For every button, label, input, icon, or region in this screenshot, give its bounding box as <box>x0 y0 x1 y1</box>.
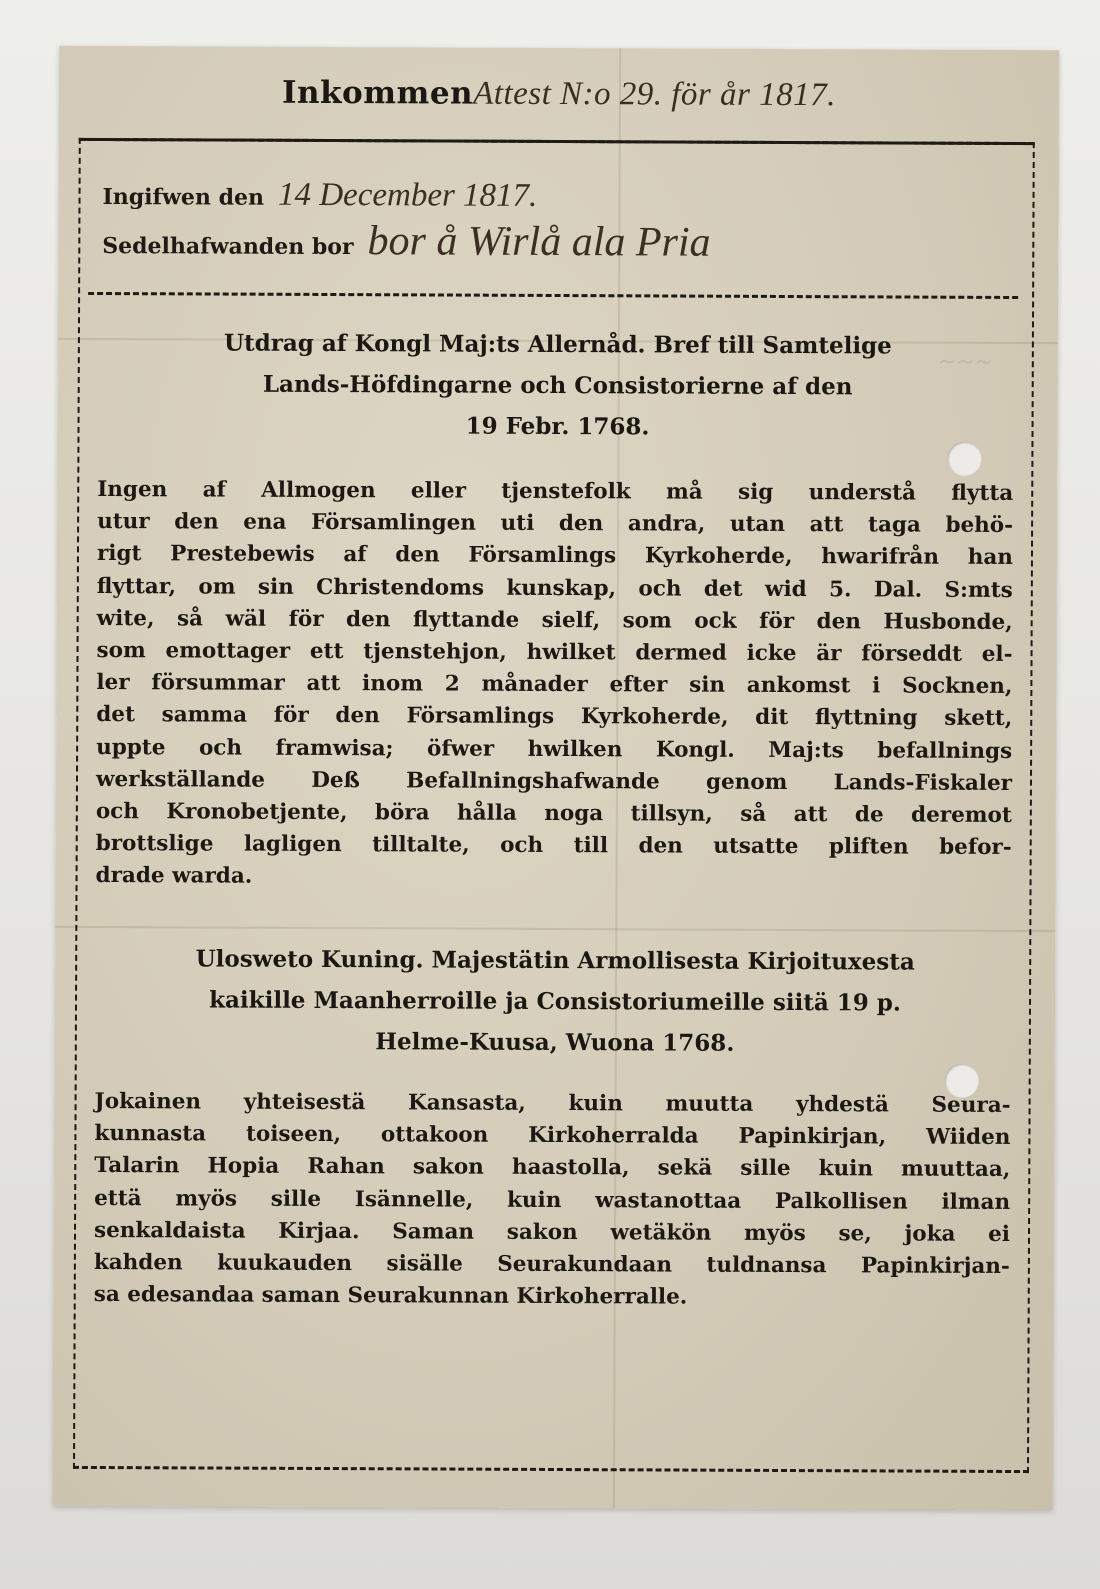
received-row <box>102 176 1002 217</box>
swedish-body-line: det samma för den Församlings Kyrkoherde, dit flyttning skett, <box>96 702 1013 732</box>
received-value: 14 December 1817. <box>277 176 538 214</box>
swedish-body-line: utur den ena Församlingen uti den andra, utan att taga behö- <box>97 509 1014 539</box>
swedish-title-line: 19 Febr. 1768. <box>465 412 650 441</box>
finnish-body-line: Talarin Hopia Rahan sakon haastolla, sekä sille kuin muuttaa, <box>94 1153 1011 1183</box>
document-header <box>59 74 1059 115</box>
holder-label: Sedelhafwanden bor <box>102 233 354 261</box>
swedish-body-line: drade warda. <box>95 863 253 890</box>
swedish-body-line: och Kronobetjente, böra hålla noga tillsyn, så att de deremot <box>95 799 1012 829</box>
swedish-title-line: Utdrag af Kongl Maj:ts Allernåd. Bref till Samtelige <box>223 329 892 360</box>
header-handwritten: Attest N:o 29. för år 1817. <box>473 75 836 114</box>
swedish-body-line: wite, så wäl för den flyttande sielf, som ock för den Husbonde, <box>96 605 1013 635</box>
swedish-body-line: flyttar, om sin Christendoms kunskap, och det wid 5. Dal. S:mts <box>96 573 1013 603</box>
swedish-body-line: rigt Prestebewis af den Församlings Kyrkoherde, hwarifrån han <box>96 541 1014 571</box>
holder-value: bor å Wirlå ala Pria <box>367 218 711 266</box>
finnish-body-line: kahden kuukauden sisälle Seurakundaan tuldnansa Papinkirjan- <box>93 1250 1010 1280</box>
swedish-body-line: werkställande Deß Befallningshafwande genom Lands-Fiskaler <box>95 766 1013 796</box>
swedish-body-line: Ingen af Allmogen eller tjenstefolk må sig understå flytta <box>97 476 1014 506</box>
finnish-body-line: senkaldaista Kirjaa. Saman sakon wetäkön myös se, joka ei <box>93 1217 1011 1247</box>
header-printed: Inkommen <box>281 74 474 112</box>
finnish-title-line: Ulosweto Kuning. Majestätin Armollisesta Kirjoituxesta <box>195 945 915 976</box>
document-sheet <box>53 46 1059 1510</box>
swedish-section-body <box>95 474 1013 897</box>
swedish-section-title <box>117 322 998 449</box>
finnish-body-line: sa edesandaa saman Seurakunnan Kirkoherralle. <box>93 1282 688 1310</box>
swedish-body-line: ler försummar att inom 2 månader efter sin ankomst i Socknen, <box>96 670 1013 700</box>
finnish-body-line: että myös sille Isännelle, kuin wastanottaa Palkollisen ilman <box>94 1185 1011 1215</box>
swedish-body-line: brottslige lagligen tilltalte, och till den utsatte pliften befor- <box>95 831 1012 861</box>
finnish-section-title <box>115 938 996 1065</box>
bleed-through-text: ~~~ <box>937 349 994 375</box>
finnish-title-line: Helme-Kuusa, Wuona 1768. <box>375 1028 735 1057</box>
swedish-body-line: uppte och framwisa; öfwer hwilken Kongl. Maj:ts befallnings <box>96 734 1013 764</box>
holder-row <box>102 216 1002 268</box>
finnish-section-body <box>94 1086 1011 1315</box>
swedish-body-line: som emottager ett tjenstehjon, hwilket dermed icke är förseddt el- <box>96 638 1013 668</box>
finnish-body-line: kunnasta toiseen, ottakoon Kirkoherralda Papinkirjan, Wiiden <box>94 1121 1011 1151</box>
finnish-body-line: Jokainen yhteisestä Kansasta, kuin muutta yhdestä Seura- <box>94 1088 1011 1118</box>
received-label: Ingifwen den <box>102 184 265 211</box>
finnish-title-line: kaikille Maanherroille ja Consistoriumeille siitä 19 p. <box>209 986 901 1017</box>
swedish-title-line: Lands-Höfdingarne och Consistorierne af den <box>262 370 853 401</box>
